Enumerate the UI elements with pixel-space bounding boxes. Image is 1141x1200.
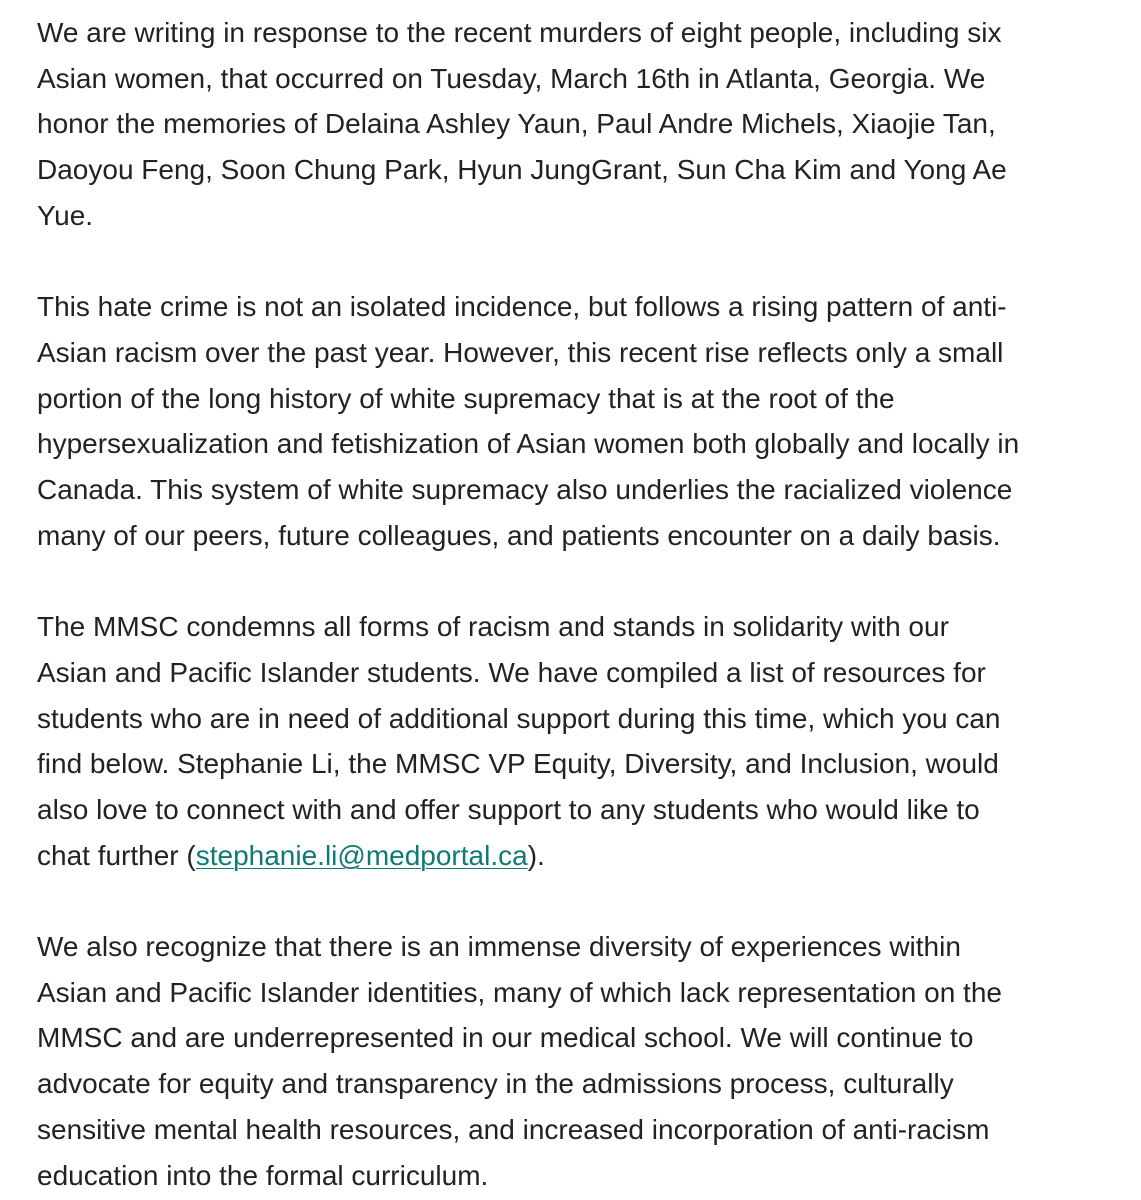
text-line: honor the memories of Delaina Ashley Yaun, Paul Andre Michels, Xiaojie Tan, [37, 108, 996, 140]
text-line: education into the formal curriculum. [37, 1159, 489, 1191]
text-line: advocate for equity and transparency in the admissions process, culturally [37, 1068, 954, 1100]
text-line: Yue. [37, 199, 94, 231]
text-line: Asian racism over the past year. However, this recent rise reflects only a small [37, 336, 1004, 368]
text-line: MMSC and are underrepresented in our medical school. We will continue to [37, 1022, 974, 1054]
text-line: We also recognize that there is an immense diversity of experiences within [37, 931, 961, 963]
text-line: find below. Stephanie Li, the MMSC VP Equity, Diversity, and Inclusion, would [37, 748, 999, 780]
text-line: Asian and Pacific Islander identities, many of which lack representation on the [37, 976, 1002, 1008]
text-line: This hate crime is not an isolated incidence, but follows a rising pattern of anti- [37, 291, 1007, 323]
text-line: Canada. This system of white supremacy also underlies the racialized violence [37, 474, 1013, 506]
text-line: also love to connect with and offer support to any students who would like to [37, 793, 980, 825]
paragraph-hate-crime-context [37, 284, 1117, 558]
text-fragment: ). [527, 839, 545, 871]
text-line: Asian women, that occurred on Tuesday, March 16th in Atlanta, Georgia. We [37, 62, 986, 94]
email-link[interactable]: stephanie.li@medportal.ca [195, 839, 528, 871]
text-line: many of our peers, future colleagues, and patients encounter on a daily basis. [37, 519, 1001, 551]
paragraph-mmsc-solidarity [37, 604, 1117, 878]
paragraph-diversity-commitment [37, 924, 1117, 1198]
text-line-with-link [37, 833, 1117, 879]
paragraph-atlanta-response [37, 10, 1117, 239]
text-line: students who are in need of additional support during this time, which you can [37, 702, 1001, 734]
text-fragment: chat further ( [37, 839, 196, 871]
text-line: We are writing in response to the recent murders of eight people, including six [37, 17, 1002, 48]
text-line: Daoyou Feng, Soon Chung Park, Hyun JungGrant, Sun Cha Kim and Yong Ae [37, 154, 1007, 186]
text-line: Asian and Pacific Islander students. We have compiled a list of resources for [37, 656, 986, 688]
text-line: portion of the long history of white supremacy that is at the root of the [37, 382, 895, 414]
text-line: hypersexualization and fetishization of Asian women both globally and locally in [37, 428, 1020, 460]
text-line: The MMSC condemns all forms of racism and stands in solidarity with our [37, 611, 949, 643]
text-line: sensitive mental health resources, and increased incorporation of anti-racism [37, 1113, 990, 1145]
